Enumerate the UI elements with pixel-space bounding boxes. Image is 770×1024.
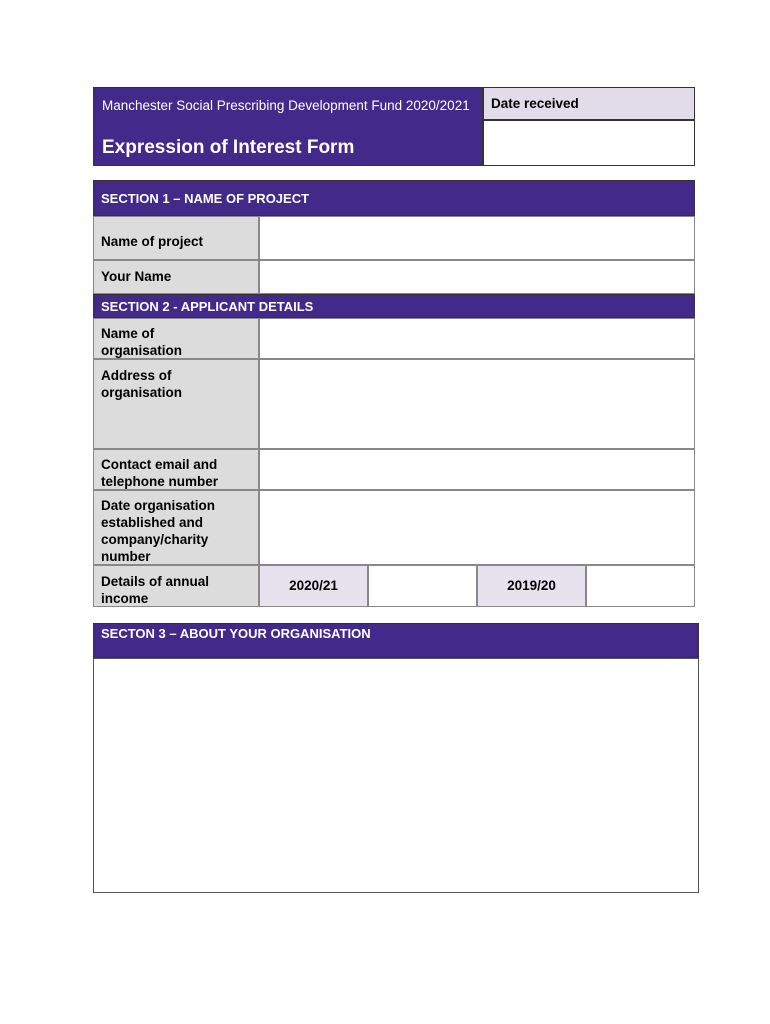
date-received-label: Date received <box>483 87 695 120</box>
project-name-label: Name of project <box>93 216 259 260</box>
your-name-field[interactable] <box>259 260 695 294</box>
income-label: Details of annual income <box>93 565 259 607</box>
address-field[interactable] <box>259 359 695 449</box>
your-name-label: Your Name <box>93 260 259 294</box>
contact-field[interactable] <box>259 449 695 490</box>
income-2020-21-field[interactable] <box>368 565 477 607</box>
date-received-field[interactable] <box>483 120 695 166</box>
established-field[interactable] <box>259 490 695 565</box>
section-1-header: SECTION 1 – NAME OF PROJECT <box>93 180 695 216</box>
form-title: Expression of Interest Form <box>102 137 355 158</box>
form-header <box>93 87 483 166</box>
org-name-label: Name of organisation <box>93 318 259 359</box>
address-label: Address of organisation <box>93 359 259 449</box>
org-name-field[interactable] <box>259 318 695 359</box>
income-year-2019-20-label: 2019/20 <box>477 565 586 607</box>
section-3-header: SECTON 3 – ABOUT YOUR ORGANISATION <box>93 623 699 658</box>
established-label: Date organisation established and company/charity number <box>93 490 259 565</box>
about-organisation-field[interactable] <box>93 658 699 893</box>
section-2-header: SECTION 2 - APPLICANT DETAILS <box>93 294 695 318</box>
project-name-field[interactable] <box>259 216 695 260</box>
fund-title: Manchester Social Prescribing Development Fund 2020/2021 <box>102 98 470 113</box>
income-2019-20-field[interactable] <box>586 565 695 607</box>
income-year-2020-21-label: 2020/21 <box>259 565 368 607</box>
contact-label: Contact email and telephone number <box>93 449 259 490</box>
